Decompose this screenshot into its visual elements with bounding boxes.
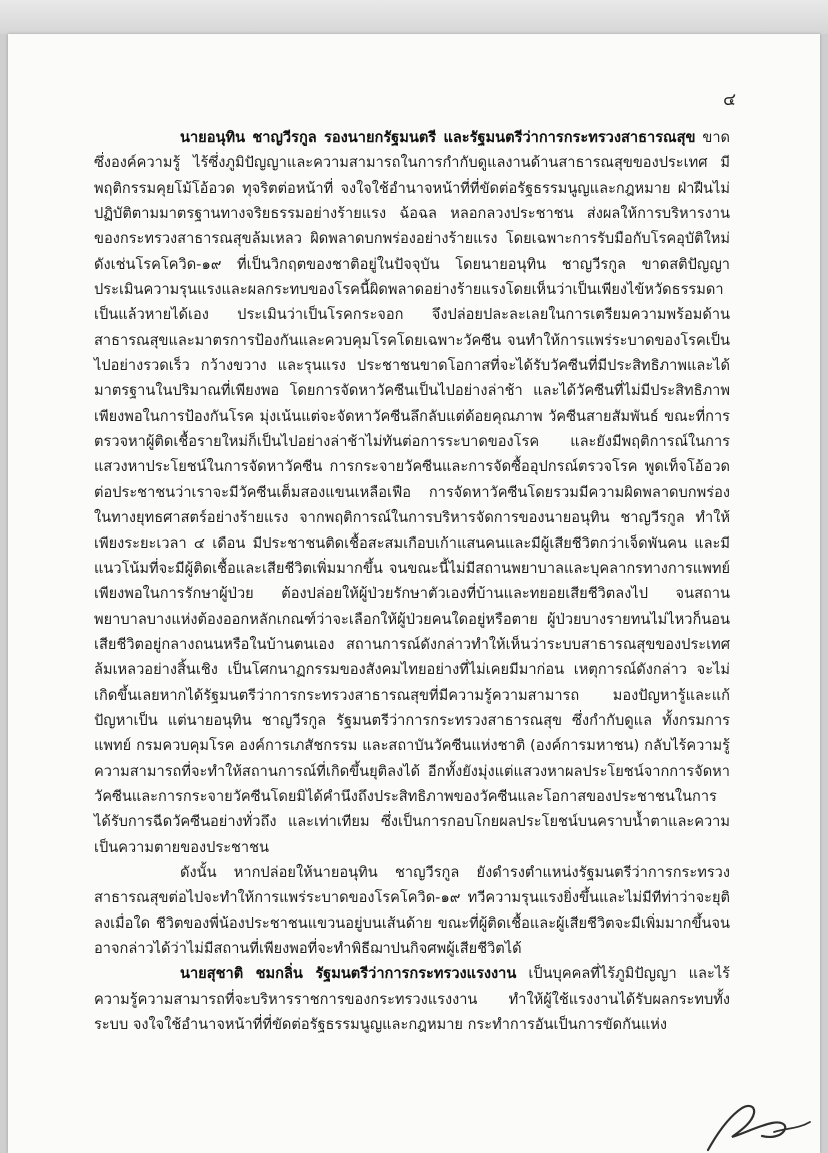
page-number: ๔ <box>723 90 736 110</box>
minister-heading: นายอนุทิน ชาญวีรกูล รองนายกรัฐมนตรี และรัฐมนตรีว่าการกระทรวงสาธารณสุข <box>180 129 696 146</box>
paragraph-text: ขาดซึ่งองค์ความรู้ ไร้ซึ่งภูมิปัญญาและความสามารถในการกำกับดูแลงานด้านสาธารณสุขของประเทศ มีพฤติกรรมคุยโม้โอ้อวด ทุจริตต่อหน้าที่ จงใจใช้อำนาจหน้าที่ที่ขัดต่อรัฐธรรมนูญและกฎหมาย ฝ่าฝืนไม่ปฏิบัติตามมาตรฐานทางจริยธรรมอย่างร้ายแรง ฉ้อฉล หลอกลวงประชาชน ส่งผลให้การบริหารงานของกระทรวงสาธารณสุขล้มเหลว ผิดพลาดบกพร่องอย่างร้ายแรง โดยเฉพาะการรับมือกับโรคอุบัติใหม่ ดังเช่นโรคโควิด-๑๙ ที่เป็นวิกฤตของชาติอยู่ในปัจจุบัน โดยนายอนุทิน ชาญวีรกูล ขาดสติปัญญาประเมินความรุนแรงและผลกระทบของโรคนี้ผิดพลาดอย่างร้ายแรงโดยเห็นว่าเป็นเพียงไข้หวัดธรรมดาเป็นแล้วหายได้เอง ประเมินว่าเป็นโรคกระจอก จึงปล่อยปละละเลยในการเตรียมความพร้อมด้านสาธารณสุขและมาตรการป้องกันและควบคุมโรคโดยเฉพาะวัคซีน จนทำให้การแพร่ระบาดของโรคเป็นไปอย่างรวดเร็ว กว้างขวาง และรุนแรง ประชาชนขาดโอกาสที่จะได้รับวัคซีนที่มีประสิทธิภาพและได้มาตรฐานในปริมาณที่เพียงพอ โดยการจัดหาวัคซีนเป็นไปอย่างล่าช้า และได้วัคซีนที่ไม่มีประสิทธิภาพเพียงพอในการป้องกันโรค มุ่งเน้นแต่จะจัดหาวัคซีนลึกลับแต่ด้อยคุณภาพ วัคซีนสายสัมพันธ์ ขณะที่การตรวจหาผู้ติดเชื้อรายใหม่ก็เป็นไปอย่างล่าช้าไม่ทันต่อการระบาดของโรค และยังมีพฤติการณ์ในการแสวงหาประโยชน์ในการจัดหาวัคซีน การกระจายวัคซีนและการจัดซื้ออุปกรณ์ตรวจโรค พูดเท็จโอ้อวดต่อประชาชนว่าเราจะมีวัคซีนเต็มสองแขนเหลือเฟือ การจัดหาวัคซีนโดยรวมมีความผิดพลาดบกพร่องในทางยุทธศาสตร์อย่างร้ายแรง จากพฤติการณ์ในการบริหารจัดการของนายอนุทิน ชาญวีรกูล ทำให้เพียงระยะเวลา ๔ เดือน มีประชาชนติดเชื้อสะสมเกือบเก้าแสนคนและมีผู้เสียชีวิตกว่าเจ็ดพันคน และมีแนวโน้มที่จะมีผู้ติดเชื้อและเสียชีวิตเพิ่มมากขึ้น จนขณะนี้ไม่มีสถานพยาบาลและบุคลากรทางการแพทย์เพียงพอในการรักษาผู้ป่วย ต้องปล่อยให้ผู้ป่วยรักษาตัวเองที่บ้านและทยอยเสียชีวิตลงไป จนสถานพยาบาลบางแห่งต้องออกหลักเกณฑ์ว่าจะเลือกให้ผู้ป่วยคนใดอยู่หรือตาย ผู้ป่วยบางรายทนไม่ไหวก็นอนเสียชีวิตอยู่กลางถนนหรือในบ้านตนเอง สถานการณ์ดังกล่าวทำให้เห็นว่าระบบสาธารณสุขของประเทศล้มเหลวอย่างสิ้นเชิง เป็นโศกนาฏกรรมของสังคมไทยอย่างที่ไม่เคยมีมาก่อน เหตุการณ์ดังกล่าว จะไม่เกิดขึ้นเลยหากได้รัฐมนตรีว่าการกระทรวงสาธารณสุขที่มีความรู้ความสามารถ มองปัญหารู้และแก้ปัญหาเป็น แต่นายอนุทิน ชาญวีรกูล รัฐมนตรีว่าการกระทรวงสาธารณสุข ซึ่งกำกับดูแล ทั้งกรมการแพทย์ กรมควบคุมโรค องค์การเภสัชกรรม และสถาบันวัคซีนแห่งชาติ (องค์การมหาชน) กลับไร้ความรู้ความสามารถที่จะทำให้สถานการณ์ที่เกิดขึ้นยุติลงได้ อีกทั้งยังมุ่งแต่แสวงหาผลประโยชน์จากการจัดหาวัคซีนและการกระจายวัคซีนโดยมิได้คำนึงถึงประสิทธิภาพของวัคซีนและโอกาสของประชาชนในการได้รับการฉีดวัคซีนอย่างทั่วถึง และเท่าเทียม ซึ่งเป็นการกอบโกยผลประโยชน์บนคราบน้ำตาและความเป็นความตายของประชาชน <box>94 129 731 856</box>
paragraph-text: เป็นบุคคลที่ไร้ภูมิปัญญา และไร้ความรู้ความสามารถที่จะบริหารราชการของกระทรวงแรงงาน ทำให้ผู้ใช้แรงงานได้รับผลกระทบทั้งระบบ จงใจใช้อำนาจหน้าที่ที่ขัดต่อรัฐธรรมนูญและกฎหมาย กระทำการอันเป็นการขัดกันแห่ง <box>94 965 730 1034</box>
handwritten-signature-icon <box>700 1098 820 1153</box>
document-body <box>94 125 730 1037</box>
paragraph-conclusion <box>94 860 730 961</box>
scan-background <box>0 0 828 34</box>
minister-heading: นายสุชาติ ชมกลิ่น รัฐมนตรีว่าการกระทรวงแรงงาน <box>180 965 517 983</box>
paragraph-suchart <box>94 961 730 1037</box>
paragraph-anutin <box>94 125 730 860</box>
paragraph-text: ดังนั้น หากปล่อยให้นายอนุทิน ชาญวีรกูล ยังดำรงตำแหน่งรัฐมนตรีว่าการกระทรวงสาธารณสุขต่อไปจะทำให้การแพร่ระบาดของโรคโควิด-๑๙ ทวีความรุนแรงยิ่งขึ้นและไม่มีทีท่าว่าจะยุติลงเมื่อใด ชีวิตของพี่น้องประชาชนแขวนอยู่บนเส้นด้าย ขณะที่ผู้ติดเชื้อและผู้เสียชีวิตจะมีเพิ่มมากขึ้นจนอาจกล่าวได้ว่าไม่มีสถานที่เพียงพอที่จะทำพิธีฌาปนกิจศพผู้เสียชีวิตได้ <box>94 863 730 957</box>
document-page <box>8 34 820 1153</box>
